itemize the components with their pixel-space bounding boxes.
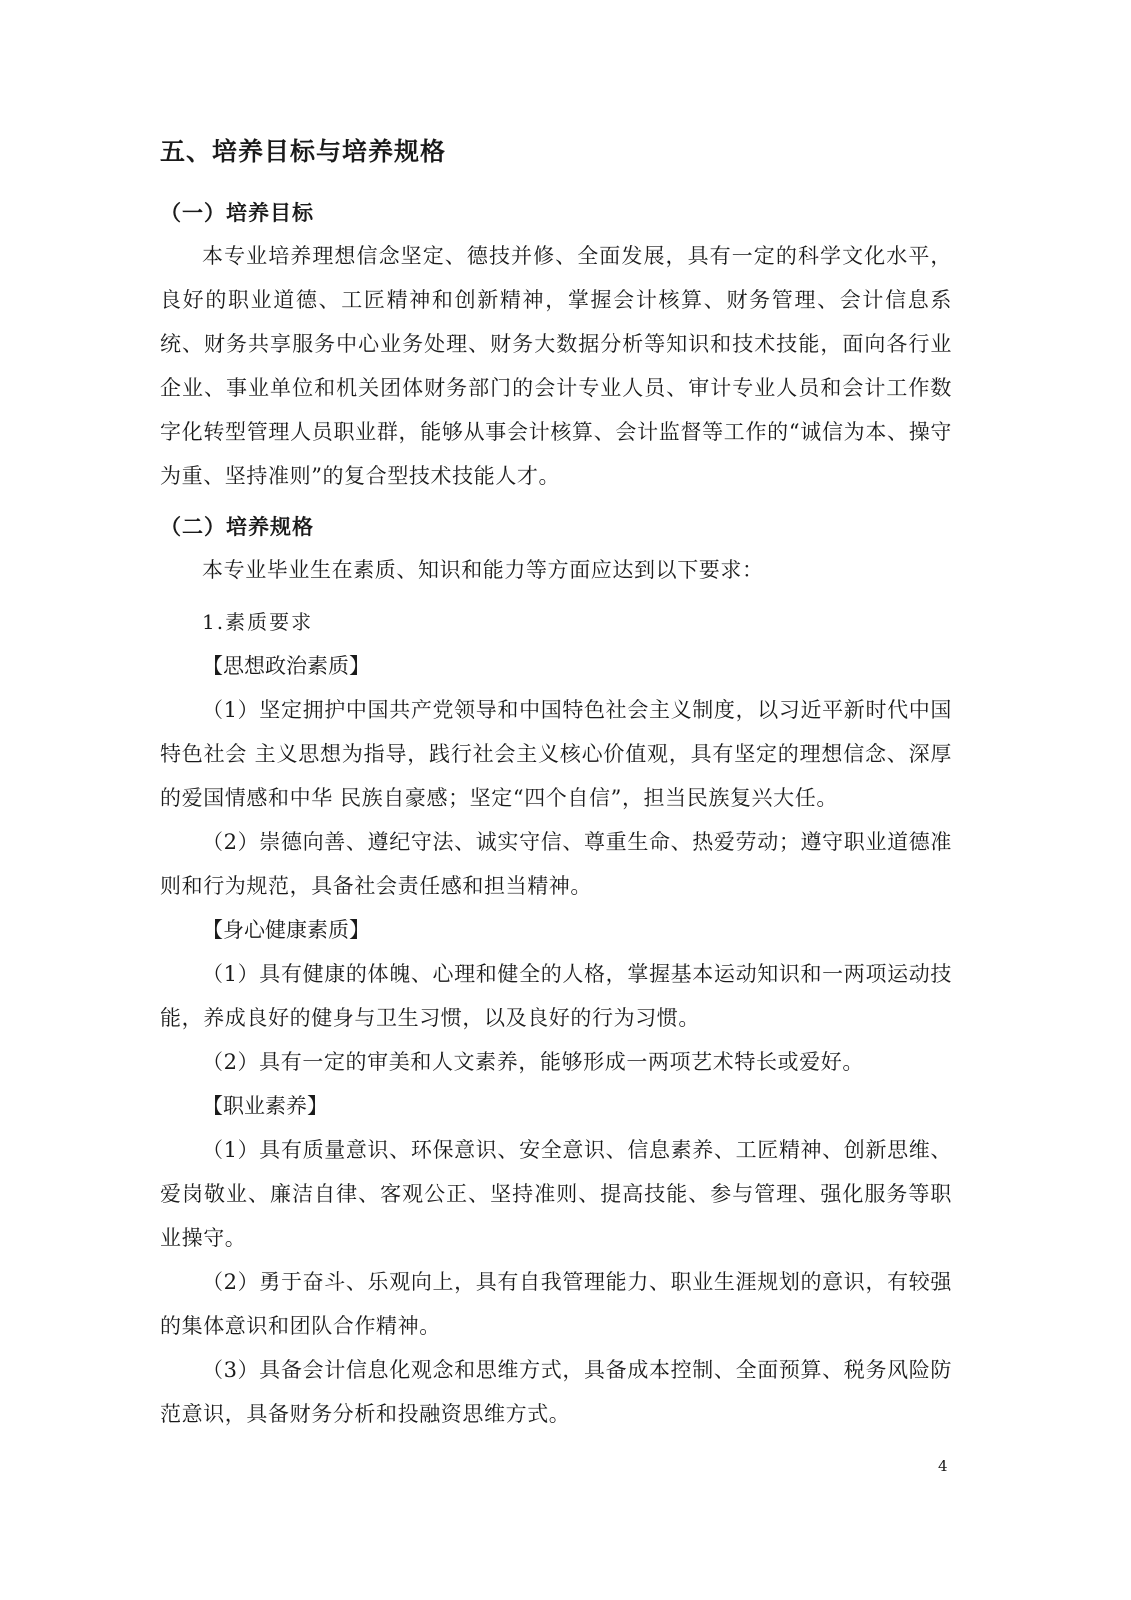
health-item-1: （1）具有健康的体魄、心理和健全的人格，掌握基本运动知识和一两项运动技能，养成良好的健身与卫生习惯，以及良好的行为习惯。 [160, 962, 952, 1030]
group-title-health: 【身心健康素质】 [202, 918, 370, 942]
goal-paragraph: 本专业培养理想信念坚定、德技并修、全面发展，具有一定的科学文化水平，良好的职业道德、工匠精神和创新精神，掌握会计核算、财务管理、会计信息系统、财务共享服务中心业务处理、财务大数据分析等知识和技术技能，面向各行业企业、事业单位和机关团体财务部门的会计专业人员、审计专业人员和会计工作数字化转型管理人员职业群，能够从事会计核算、会计监督等工作的“诚信为本、操守为重、坚持准则”的复合型技术技能人才。 [160, 244, 952, 488]
spec-heading: （二）培养规格 [160, 515, 314, 539]
group-title-political: 【思想政治素质】 [202, 654, 370, 678]
professional-item-3: （3）具备会计信息化观念和思维方式，具备成本控制、全面预算、税务风险防范意识，具备财务分析和投融资思维方式。 [160, 1358, 952, 1426]
quality-heading: 1.素质要求 [202, 610, 314, 634]
goal-heading: （一）培养目标 [160, 201, 314, 225]
spec-intro: 本专业毕业生在素质、知识和能力等方面应达到以下要求： [202, 558, 764, 582]
health-item-2: （2）具有一定的审美和人文素养，能够形成一两项艺术特长或爱好。 [202, 1050, 864, 1074]
section-title: 五、培养目标与培养规格 [160, 137, 447, 166]
political-item-2: （2）崇德向善、遵纪守法、诚实守信、尊重生命、热爱劳动；遵守职业道德准则和行为规范，具备社会责任感和担当精神。 [160, 830, 952, 898]
page-content [160, 132, 952, 1436]
professional-item-1: （1）具有质量意识、环保意识、安全意识、信息素养、工匠精神、创新思维、爱岗敬业、廉洁自律、客观公正、坚持准则、提高技能、参与管理、强化服务等职业操守。 [160, 1138, 952, 1250]
political-item-1: （1）坚定拥护中国共产党领导和中国特色社会主义制度，以习近平新时代中国特色社会 主义思想为指导，践行社会主义核心价值观，具有坚定的理想信念、深厚的爱国情感和中华 民族自豪感；坚定“四个自信”，担当民族复兴大任。 [160, 698, 952, 810]
group-title-professional: 【职业素养】 [202, 1094, 328, 1118]
professional-item-2: （2）勇于奋斗、乐观向上，具有自我管理能力、职业生涯规划的意识，有较强的集体意识和团队合作精神。 [160, 1270, 952, 1338]
page-number: 4 [938, 1457, 948, 1475]
